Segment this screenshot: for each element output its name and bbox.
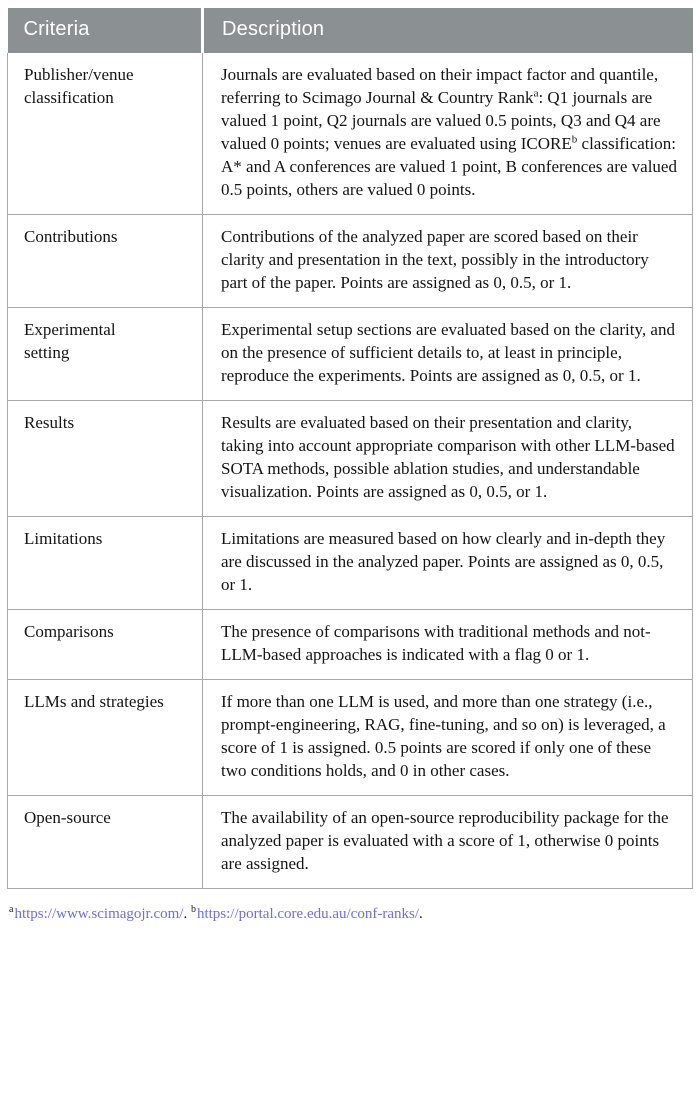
- table-row-limitations: [8, 517, 693, 610]
- table-row-open-source: [8, 796, 693, 889]
- table-row-results: [8, 401, 693, 517]
- criteria-cell: Contributions: [8, 215, 203, 308]
- text-segment: If more than one LLM is used, and more than one strategy (i.e., prompt-engineering, RAG, fine-tuning, and so on) is leveraged, a score of 1 is assigned. 0.5 points are scored if only one of these two conditions holds, and 0 in other cases.: [221, 692, 666, 780]
- footnote-link[interactable]: https://portal.core.edu.au/conf-ranks/: [196, 906, 419, 922]
- superscript-marker: b: [571, 133, 578, 146]
- text-segment: Limitations are measured based on how clearly and in-depth they are discussed in the analyzed paper. Points are assigned as 0, 0.5, or 1.: [221, 529, 666, 594]
- superscript-marker: a: [533, 87, 539, 100]
- description-cell: [203, 308, 693, 401]
- header-description: Description: [203, 8, 693, 53]
- superscript-marker: b: [190, 904, 196, 915]
- text-segment: Journals are evaluated based on their impact factor and quantile, referring to Scimago Journal & Country Rank: [221, 65, 659, 107]
- criteria-cell: Comparisons: [8, 610, 203, 680]
- description-cell: [203, 53, 693, 215]
- superscript-marker: a: [9, 904, 14, 915]
- description-cell: [203, 215, 693, 308]
- criteria-cell: Publisher/venue classification: [8, 53, 203, 215]
- criteria-cell: Results: [8, 401, 203, 517]
- description-cell: [203, 680, 693, 796]
- criteria-table: [7, 8, 693, 889]
- description-cell: [203, 796, 693, 889]
- description-cell: [203, 517, 693, 610]
- text-segment: The presence of comparisons with traditional methods and not-LLM-based approaches is indicated with a flag 0 or 1.: [221, 622, 651, 664]
- footnote-link[interactable]: https://www.scimagojr.com/: [14, 906, 184, 922]
- description-cell: [203, 610, 693, 680]
- table-row-publisher-venue: [8, 53, 693, 215]
- text-segment: The availability of an open-source reproducibility package for the analyzed paper is evaluated with a score of 1, otherwise 0 points are assigned.: [221, 808, 669, 873]
- text-segment: classification: A* and A conferences are valued 1 point, B conferences are valued 0.5 points, others are valued 0 points.: [221, 134, 677, 199]
- text-segment: .: [418, 906, 423, 922]
- table-row-contributions: [8, 215, 693, 308]
- text-segment: Results are evaluated based on their presentation and clarity, taking into account appropriate comparison with other LLM-based SOTA methods, possible ablation studies, and understandable visualization. Points are assigned as 0, 0.5, or 1.: [221, 413, 675, 501]
- table-row-experimental-setting: [8, 308, 693, 401]
- table-header-row: [8, 8, 693, 53]
- criteria-cell: Experimental setting: [8, 308, 203, 401]
- text-segment: Experimental setup sections are evaluated based on the clarity, and on the presence of sufficient details to, at least in principle, reproduce the experiments. Points are assigned as 0, 0.5, or 1.: [221, 320, 675, 385]
- table-row-comparisons: [8, 610, 693, 680]
- text-segment: : Q1 journals are valued 1 point, Q2 journals are valued 0.5 points, Q3 and Q4 are valued 0 points; venues are evaluated using ICORE: [221, 88, 661, 153]
- description-cell: [203, 401, 693, 517]
- criteria-cell: Limitations: [8, 517, 203, 610]
- text-segment: Contributions of the analyzed paper are scored based on their clarity and presentation in the text, possibly in the introductory part of the paper. Points are assigned as 0, 0.5, or 1.: [221, 227, 649, 292]
- table-row-llms-strategies: [8, 680, 693, 796]
- text-segment: .: [183, 906, 191, 922]
- criteria-cell: LLMs and strategies: [8, 680, 203, 796]
- header-criteria: Criteria: [8, 8, 203, 53]
- table-footnote: [7, 904, 693, 924]
- criteria-cell: Open-source: [8, 796, 203, 889]
